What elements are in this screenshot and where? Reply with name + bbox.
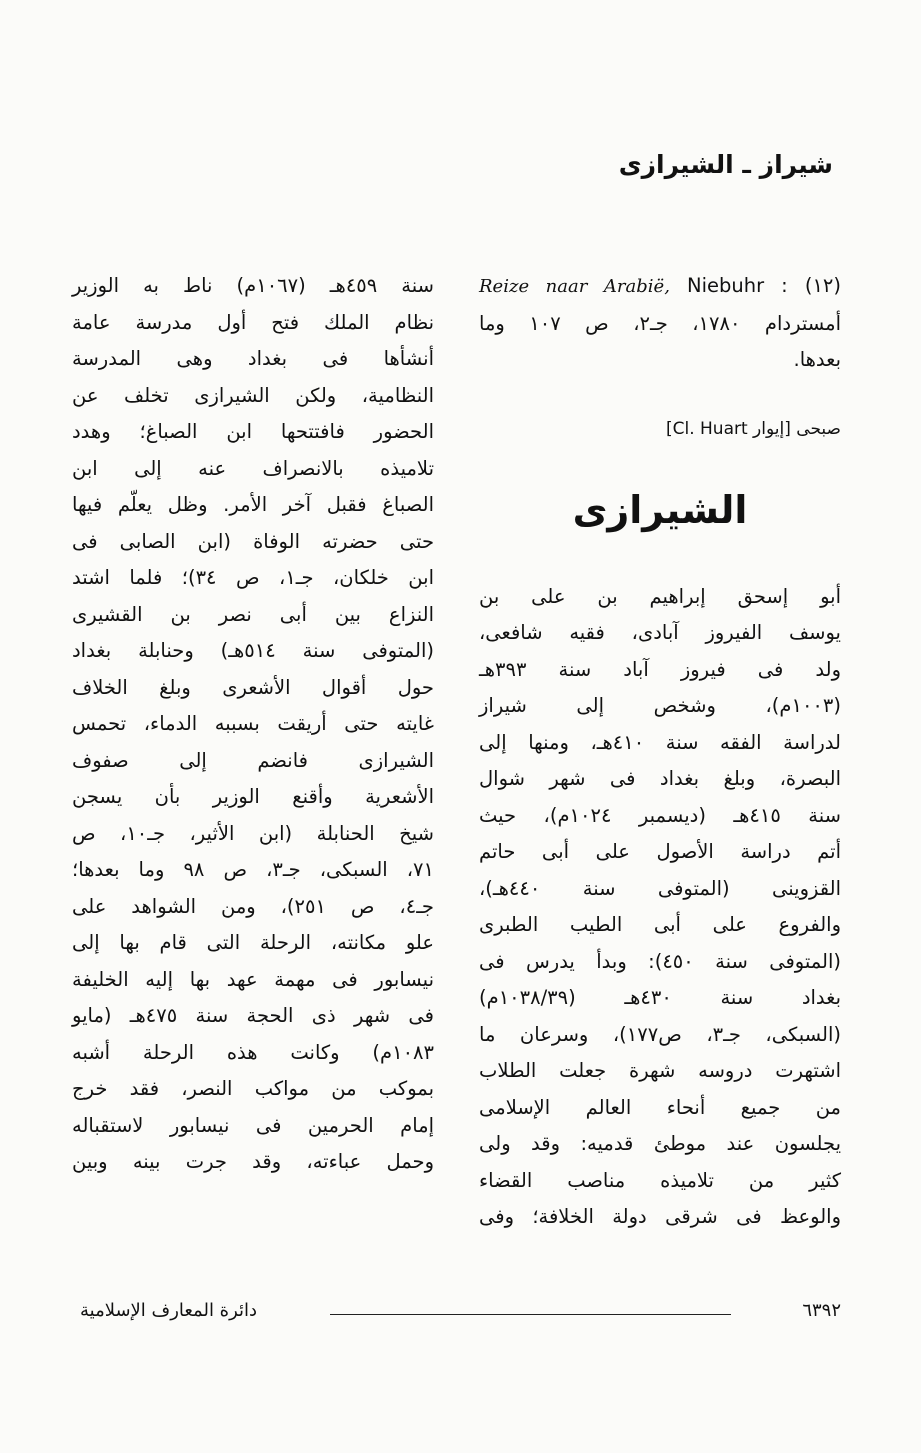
page-number: ٦٣٩٢ — [802, 1300, 841, 1321]
article-title: الشيرازى — [572, 487, 748, 532]
body-line: كثير من تلاميذه مناصب القضاء — [479, 1168, 841, 1192]
body-line: (١٠٠٣م)، وشخص إلى شيراز — [479, 694, 841, 717]
footer-rule — [330, 1314, 731, 1315]
body-line: بموكب من مواكب النصر، فقد خرج — [72, 1077, 434, 1100]
body-line: فى شهر ذى الحجة سنة ٤٧٥هـ (مايو — [72, 1004, 434, 1027]
body-line: جـ٤، ص ٢٥١)، ومن الشواهد على — [72, 894, 434, 918]
footnote-line-1 — [479, 268, 841, 306]
body-line: اشتهرت دروسه شهرة جعلت الطلاب — [479, 1059, 841, 1082]
page-footer — [80, 1300, 841, 1330]
author-name: [إيوار Cl. Huart] — [665, 418, 791, 439]
footnote-title: Reize naar Arabië, — [479, 276, 670, 297]
footnote-citation — [479, 274, 788, 297]
journal-name: دائرة المعارف الإسلامية — [80, 1300, 258, 1321]
body-line: أبو إسحق إبراهيم بن على بن — [479, 584, 841, 608]
body-line: النزاع بين أبى نصر بن القشيرى — [72, 602, 434, 626]
body-line: تلاميذه بالانصراف عنه إلى ابن — [72, 456, 434, 480]
body-line: سنة ٤١٥هـ (ديسمبر ١٠٢٤م)، حيث — [479, 803, 841, 827]
body-line: من جميع أنحاء العالم الإسلامى — [479, 1095, 841, 1119]
body-line: علو مكانته، الرحلة التى قام بها إلى — [72, 931, 434, 954]
body-line: حول أقوال الأشعرى وبلغ الخلاف — [72, 675, 434, 699]
body-line: سنة ٤٥٩هـ (١٠٦٧م) ناط به الوزير — [72, 274, 434, 297]
running-header: شيراز ـ الشيرازى — [618, 150, 833, 179]
body-line: الشيرازى فانضم إلى صفوف — [72, 748, 434, 772]
body-line: أتم دراسة الأصول على أبى حاتم — [479, 840, 841, 863]
body-line: يوسف الفيروز آبادى، فقيه شافعى، — [479, 621, 841, 644]
body-line: والفروع على أبى الطيب الطبرى — [479, 913, 841, 936]
body-line: الحضور فافتتحها ابن الصباغ؛ وهدد — [72, 420, 434, 443]
body-line: حتى حضرته الوفاة (ابن الصابى فى — [72, 529, 434, 553]
body-line: ابن خلكان، جـ١، ص ٣٤)؛ فلما اشتد — [72, 566, 434, 589]
footnote-line-3: بعدها. — [793, 348, 841, 371]
body-line: (المتوفى سنة ٤٥٠): وبدأ يدرس فى — [479, 949, 841, 973]
body-line: الصباغ فقبل آخر الأمر. وظل يعلّم فيها — [72, 493, 434, 516]
body-line: نظام الملك فتح أول مدرسة عامة — [72, 310, 434, 334]
translator-name: صبحى — [796, 418, 841, 439]
attribution — [479, 419, 841, 439]
footnote-author: Niebuhr : — [687, 274, 788, 297]
right-column-body — [479, 579, 841, 1236]
body-line: أنشأها فى بغداد وهى المدرسة — [72, 347, 434, 370]
body-line: بغداد سنة ٤٣٠هـ (١٠٣٨/٣٩م) — [479, 986, 841, 1009]
body-line: ٧١، السبكى، جـ٣، ص ٩٨ وما بعدها؛ — [72, 858, 434, 881]
body-line: النظامية، ولكن الشيرازى تخلف عن — [72, 383, 434, 407]
body-line: ١٠٨٣م) وكانت هذه الرحلة أشبه — [72, 1040, 434, 1064]
body-line: يجلسون عند موطئ قدميه: وقد ولى — [479, 1132, 841, 1155]
body-line: والوعظ فى شرقى دولة الخلافة؛ وفى — [479, 1205, 841, 1228]
body-line: البصرة، وبلغ بغداد فى شهر شوال — [479, 767, 841, 790]
footnote-label: (١٢) — [804, 274, 841, 297]
body-line: وحمل عباءته، وقد جرت بينه وبين — [72, 1150, 434, 1173]
body-line: الأشعرية وأقنع الوزير بأن يسجن — [72, 785, 434, 808]
body-line: (السبكى، جـ٣، ص١٧٧)، وسرعان ما — [479, 1022, 841, 1046]
right-column — [479, 268, 841, 1236]
body-line: نيسابور فى مهمة عهد بها إليه الخليفة — [72, 967, 434, 991]
body-line: شيخ الحنابلة (ابن الأثير، جـ١٠، ص — [72, 821, 434, 845]
body-line: غايته حتى أريقت بسببه الدماء، تحمس — [72, 712, 434, 735]
body-line: (المتوفى سنة ٥١٤هـ) وحنابلة بغداد — [72, 639, 434, 662]
left-column — [72, 268, 434, 1181]
body-line: إمام الحرمين فى نيسابور لاستقباله — [72, 1113, 434, 1137]
body-line: ولد فى فيروز آباد سنة ٣٩٣هـ — [479, 657, 841, 681]
footnote-line-2: أمستردام ١٧٨٠، جـ٢، ص ١٠٧ وما — [479, 311, 841, 335]
body-line: القزوينى (المتوفى سنة ٤٤٠هـ)، — [479, 876, 841, 900]
body-line: لدراسة الفقه سنة ٤١٠هـ، ومنها إلى — [479, 730, 841, 754]
